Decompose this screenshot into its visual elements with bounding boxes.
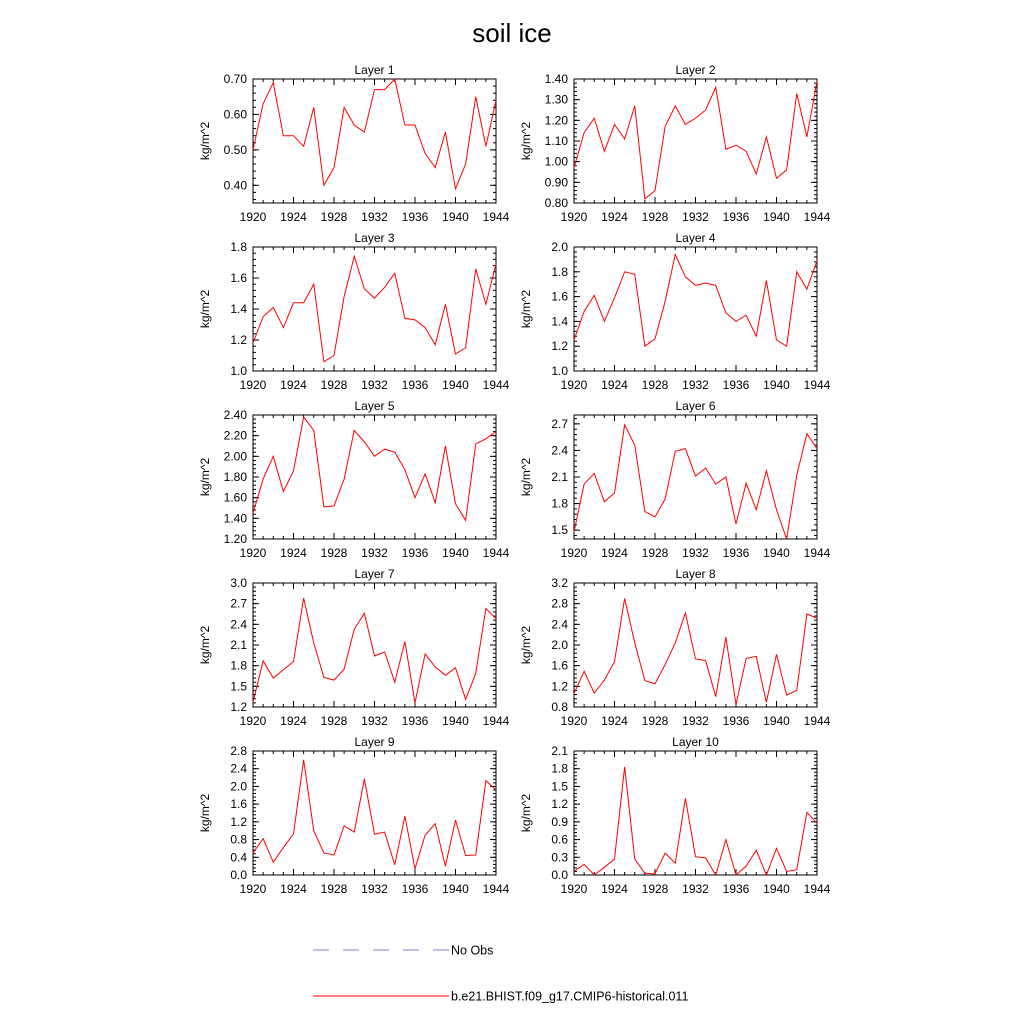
y-tick-label: 1.2 — [230, 333, 247, 347]
y-tick-label: 0.60 — [223, 107, 247, 122]
y-tick-label: 2.1 — [230, 638, 247, 652]
y-tick-label: 2.8 — [551, 596, 568, 611]
x-tick-label: 1932 — [682, 378, 709, 392]
x-tick-label: 1944 — [803, 882, 831, 896]
plot-frame — [253, 415, 496, 539]
x-tick-label: 1924 — [280, 882, 307, 896]
legend — [313, 944, 688, 1004]
y-tick-label: 1.20 — [544, 113, 568, 128]
y-tick-label: 1.4 — [230, 302, 247, 316]
y-axis-label: kg/m^2 — [519, 793, 533, 833]
x-tick-label: 1936 — [401, 546, 429, 560]
x-tick-label: 1944 — [482, 210, 510, 224]
panel-layer-2 — [519, 63, 831, 224]
series-line — [253, 417, 496, 520]
x-tick-label: 1928 — [320, 210, 348, 224]
y-axis-label: kg/m^2 — [198, 289, 212, 329]
y-tick-label: 2.4 — [551, 617, 568, 632]
series-line — [574, 81, 817, 199]
y-axis-label: kg/m^2 — [198, 625, 212, 665]
y-axis-label: kg/m^2 — [519, 625, 533, 665]
series-line — [253, 256, 496, 361]
x-tick-label: 1940 — [763, 714, 790, 728]
x-tick-label: 1924 — [280, 378, 307, 392]
y-tick-label: 1.10 — [544, 134, 568, 148]
y-tick-label: 1.80 — [223, 470, 247, 484]
y-tick-label: 0.0 — [551, 868, 568, 882]
y-tick-label: 2.0 — [551, 638, 568, 652]
y-tick-label: 1.5 — [551, 523, 568, 538]
y-tick-label: 1.40 — [544, 72, 568, 86]
x-tick-label: 1944 — [482, 378, 510, 392]
y-tick-label: 2.7 — [551, 416, 568, 431]
plot-frame — [253, 247, 496, 371]
y-tick-label: 0.50 — [223, 142, 247, 157]
y-tick-label: 2.7 — [230, 596, 247, 611]
y-tick-label: 1.8 — [230, 240, 247, 254]
y-tick-label: 0.3 — [551, 850, 568, 865]
panel-layer-6 — [519, 399, 831, 560]
x-tick-label: 1936 — [401, 714, 429, 728]
y-tick-label: 1.40 — [223, 511, 247, 526]
y-tick-label: 1.2 — [551, 339, 568, 354]
x-tick-label: 1932 — [361, 882, 388, 896]
x-tick-label: 1932 — [361, 378, 388, 392]
panel-title: Layer 1 — [354, 63, 395, 77]
x-tick-label: 1928 — [320, 714, 348, 728]
series-line — [253, 598, 496, 703]
plot-frame — [253, 751, 496, 875]
x-tick-label: 1940 — [763, 546, 790, 560]
y-tick-label: 2.20 — [223, 428, 247, 443]
plot-frame — [574, 79, 817, 203]
x-tick-label: 1920 — [239, 378, 267, 392]
x-tick-label: 1932 — [682, 546, 709, 560]
x-tick-label: 1936 — [722, 210, 750, 224]
panel-title: Layer 8 — [675, 567, 716, 581]
panel-layer-4 — [519, 231, 831, 392]
y-tick-label: 2.00 — [223, 449, 247, 464]
plot-frame — [253, 79, 496, 203]
y-axis-label: kg/m^2 — [198, 121, 212, 161]
panel-title: Layer 10 — [672, 735, 719, 749]
y-tick-label: 1.6 — [551, 658, 568, 673]
x-tick-label: 1932 — [682, 210, 709, 224]
y-tick-label: 2.1 — [551, 744, 568, 758]
y-tick-label: 2.0 — [551, 240, 568, 254]
y-tick-label: 0.0 — [230, 868, 247, 882]
x-tick-label: 1940 — [442, 714, 469, 728]
y-axis-label: kg/m^2 — [198, 793, 212, 833]
y-tick-label: 0.40 — [223, 178, 247, 193]
y-tick-label: 0.6 — [551, 832, 568, 847]
x-tick-label: 1932 — [361, 714, 388, 728]
x-tick-label: 1944 — [803, 546, 831, 560]
y-tick-label: 1.60 — [223, 490, 247, 505]
series-line — [574, 599, 817, 705]
panel-layer-9 — [198, 735, 510, 896]
y-tick-label: 1.6 — [551, 289, 568, 304]
x-tick-label: 1940 — [442, 210, 469, 224]
y-tick-label: 1.2 — [230, 700, 247, 714]
x-tick-label: 1932 — [361, 546, 388, 560]
x-tick-label: 1928 — [641, 882, 669, 896]
y-tick-label: 2.0 — [230, 779, 247, 794]
legend-label-no-obs: No Obs — [451, 943, 494, 958]
y-axis-label: kg/m^2 — [519, 457, 533, 497]
y-tick-label: 2.1 — [551, 470, 568, 484]
y-tick-label: 1.0 — [230, 364, 247, 378]
panel-layer-10 — [519, 735, 831, 896]
x-tick-label: 1940 — [763, 882, 790, 896]
panel-title: Layer 3 — [354, 231, 395, 245]
y-tick-label: 2.4 — [230, 617, 247, 632]
x-tick-label: 1924 — [601, 714, 628, 728]
x-tick-label: 1940 — [442, 546, 469, 560]
x-tick-label: 1928 — [641, 210, 669, 224]
y-tick-label: 2.40 — [223, 408, 247, 422]
x-tick-label: 1928 — [641, 714, 669, 728]
x-tick-label: 1936 — [722, 378, 750, 392]
x-tick-label: 1928 — [641, 546, 669, 560]
plot-frame — [574, 583, 817, 707]
x-tick-label: 1924 — [280, 210, 307, 224]
x-tick-label: 1940 — [763, 378, 790, 392]
x-tick-label: 1936 — [722, 546, 750, 560]
y-tick-label: 3.0 — [230, 576, 247, 590]
y-tick-label: 1.8 — [551, 264, 568, 279]
y-tick-label: 2.4 — [551, 443, 568, 458]
x-tick-label: 1920 — [560, 210, 588, 224]
x-tick-label: 1936 — [401, 378, 429, 392]
y-tick-label: 0.9 — [551, 814, 568, 829]
y-tick-label: 1.8 — [551, 496, 568, 511]
y-tick-label: 1.2 — [230, 814, 247, 829]
x-tick-label: 1936 — [401, 210, 429, 224]
x-tick-label: 1924 — [280, 546, 307, 560]
x-tick-label: 1924 — [280, 714, 307, 728]
x-tick-label: 1924 — [601, 882, 628, 896]
y-axis-label: kg/m^2 — [519, 121, 533, 161]
y-axis-label: kg/m^2 — [198, 457, 212, 497]
y-tick-label: 1.0 — [551, 364, 568, 378]
x-tick-label: 1944 — [482, 714, 510, 728]
y-tick-label: 0.90 — [544, 175, 568, 190]
x-tick-label: 1936 — [722, 882, 750, 896]
panel-title: Layer 9 — [354, 735, 395, 749]
x-tick-label: 1944 — [482, 882, 510, 896]
x-tick-label: 1920 — [560, 714, 588, 728]
x-tick-label: 1920 — [239, 714, 267, 728]
series-line — [253, 79, 496, 189]
panel-layer-7 — [198, 567, 510, 728]
y-tick-label: 1.2 — [551, 797, 568, 812]
y-tick-label: 1.5 — [230, 679, 247, 694]
x-tick-label: 1928 — [320, 546, 348, 560]
x-tick-label: 1920 — [560, 378, 588, 392]
panel-title: Layer 7 — [354, 567, 395, 581]
y-tick-label: 1.4 — [551, 314, 568, 329]
y-tick-label: 1.6 — [230, 271, 247, 285]
x-tick-label: 1920 — [239, 882, 267, 896]
x-tick-label: 1928 — [641, 378, 669, 392]
panels — [198, 63, 831, 896]
x-tick-label: 1932 — [682, 714, 709, 728]
x-tick-label: 1944 — [803, 714, 831, 728]
x-tick-label: 1920 — [560, 546, 588, 560]
x-tick-label: 1920 — [560, 882, 588, 896]
y-tick-label: 1.20 — [223, 532, 247, 546]
figure-title: soil ice — [472, 18, 552, 48]
series-line — [574, 767, 817, 875]
x-tick-label: 1944 — [803, 210, 831, 224]
y-tick-label: 1.6 — [230, 797, 247, 812]
panel-title: Layer 5 — [354, 399, 395, 413]
x-tick-label: 1944 — [803, 378, 831, 392]
y-tick-label: 2.4 — [230, 761, 247, 776]
panel-title: Layer 6 — [675, 399, 716, 413]
series-line — [574, 254, 817, 346]
panel-title: Layer 4 — [675, 231, 716, 245]
x-tick-label: 1924 — [601, 378, 628, 392]
y-tick-label: 1.8 — [551, 761, 568, 776]
legend-label-model: b.e21.BHIST.f09_g17.CMIP6-historical.011 — [451, 989, 689, 1004]
x-tick-label: 1924 — [601, 210, 628, 224]
y-tick-label: 0.80 — [544, 196, 568, 210]
x-tick-label: 1924 — [601, 546, 628, 560]
x-tick-label: 1928 — [320, 882, 348, 896]
panel-title: Layer 2 — [675, 63, 716, 77]
x-tick-label: 1940 — [763, 210, 790, 224]
x-tick-label: 1944 — [482, 546, 510, 560]
x-tick-label: 1928 — [320, 378, 348, 392]
x-tick-label: 1932 — [682, 882, 709, 896]
panel-layer-3 — [198, 231, 510, 392]
y-tick-label: 1.00 — [544, 154, 568, 169]
plot-frame — [574, 247, 817, 371]
y-tick-label: 0.8 — [230, 832, 247, 847]
y-tick-label: 1.5 — [551, 779, 568, 794]
series-line — [253, 760, 496, 869]
y-tick-label: 1.2 — [551, 679, 568, 694]
y-axis-label: kg/m^2 — [519, 289, 533, 329]
y-tick-label: 1.30 — [544, 92, 568, 107]
panel-layer-1 — [198, 63, 510, 224]
y-tick-label: 1.8 — [230, 658, 247, 673]
panel-layer-8 — [519, 567, 831, 728]
y-tick-label: 2.8 — [230, 744, 247, 758]
x-tick-label: 1932 — [361, 210, 388, 224]
y-tick-label: 0.70 — [223, 72, 247, 86]
x-tick-label: 1920 — [239, 546, 267, 560]
y-tick-label: 3.2 — [551, 576, 568, 590]
y-tick-label: 0.4 — [230, 850, 247, 865]
y-tick-label: 0.8 — [551, 700, 568, 714]
x-tick-label: 1920 — [239, 210, 267, 224]
plot-frame — [253, 583, 496, 707]
panel-layer-5 — [198, 399, 510, 560]
x-tick-label: 1940 — [442, 882, 469, 896]
x-tick-label: 1940 — [442, 378, 469, 392]
x-tick-label: 1936 — [401, 882, 429, 896]
x-tick-label: 1936 — [722, 714, 750, 728]
series-line — [574, 425, 817, 539]
